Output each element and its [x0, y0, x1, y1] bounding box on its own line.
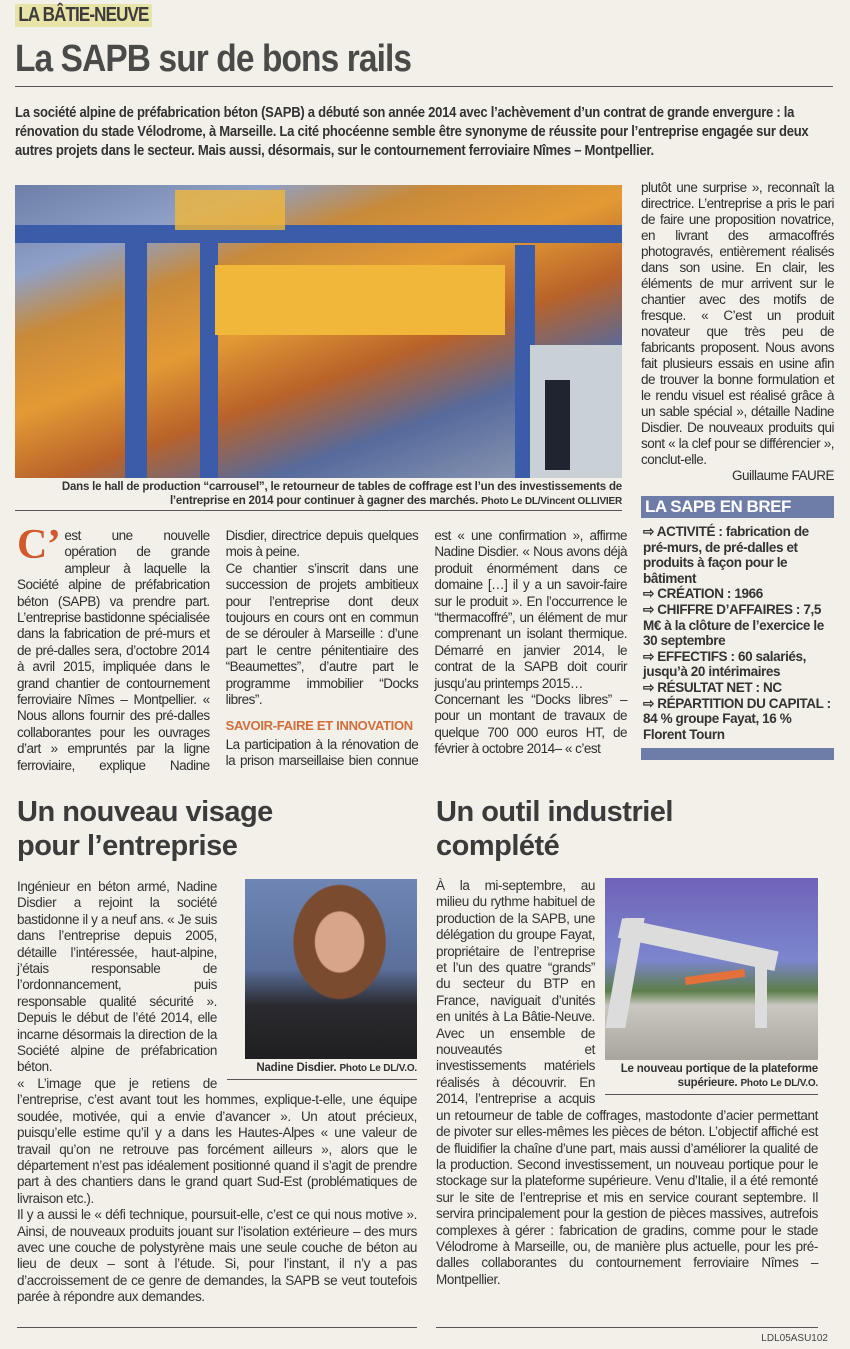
drop-cap: C’ — [17, 522, 61, 568]
gantry-caption — [605, 1062, 818, 1091]
photo-credit: Photo Le DL/V.O. — [740, 1078, 818, 1089]
main-photo-caption — [15, 480, 622, 509]
story2-title: Un nouveau visage pour l’entreprise — [17, 796, 273, 862]
main-photo — [15, 185, 622, 478]
photo-credit: Photo Le DL/V.O. — [339, 1063, 417, 1074]
divider — [17, 1327, 417, 1328]
arrow-icon: ⇨ — [643, 586, 658, 602]
section-kicker: LA BÂTIE-NEUVE — [15, 4, 152, 27]
brief-box-list — [641, 524, 834, 742]
brief-value: 84 % groupe Fayat, 16 % Florent Tourn — [643, 711, 792, 742]
divider — [436, 1327, 818, 1328]
portrait-photo — [245, 879, 417, 1059]
brief-value: 7,5 M€ à la clôture de l’exercice le 30 septembre — [643, 601, 824, 649]
right-column — [641, 180, 834, 760]
article-body-columns — [17, 522, 627, 774]
arrow-icon: ⇨ — [643, 601, 658, 617]
body-text-col1: est une nouvelle opération de grande ampleur à laquelle la Société alpine de préfabrication béton (SAPB) va prendre part. L’entreprise bastidonne spécialisée dans la fabrication de pré-murs et de pré-dalles sera, d’octobre 2014 à avril 2015, impliquée dans le grand chantier de contournement ferroviaire Nîmes – Montpellier. « Nous allons fournir des pré-dalles collaborantes pour les ouvrages d’art » empruntés par la ligne ferroviaire, explique Nadine Disdier, directrice depuis quelques mois à peine. — [17, 528, 419, 773]
gantry-figure — [605, 878, 818, 1095]
caption-text: Dans le hall de production “carrousel”, le retourneur de tables de coffrage est l’un des investissements de l’entreprise en 2014 pour continuer à gagner des marchés. — [61, 481, 622, 507]
body-text-continued: plutôt une surprise », reconnaît la directrice. L’entreprise a pris le pari de faire une proposition novatrice, en livrant des armacoffrés photogravés, entièrement réalisés dans son usine. En clair, les éléments de mur arrivent sur le chantier avec des motifs de fresque. « C’est un produit novateur que très peu de fabricants proposent. Nous avons fait plusieurs essais en usine afin de trouver la bonne formulation et le rendu visuel est réalisé grâce à un sable spécial », détaille Nadine Disdier. De nouveaux produits qui sont « la clef pour se différencier », conclut-elle. — [641, 180, 834, 467]
brief-value: NC — [763, 679, 782, 695]
brief-value: fabrication de pré-murs, de pré-dalles et produits à façon pour le bâtiment — [643, 524, 809, 586]
portrait-caption — [245, 1061, 417, 1076]
brief-label: CHIFFRE D’AFFAIRES : — [657, 601, 801, 617]
arrow-icon: ⇨ — [643, 648, 658, 664]
body-text: Ingénieur en béton armé, Nadine Disdier a rejoint la société bastidonne il y a neuf ans. « Je suis dans l’entreprise depuis 2005, détaille l’intéressée, haut-alpine, j’étais responsable de l’ordonnancement, puis responsable qualité sécurité ». Depuis le début de l’été 2014, elle incarne désormais la direction de la Société alpine de préfabrication béton. — [17, 879, 217, 1075]
story3-body — [436, 878, 818, 1288]
caption-text: Le nouveau portique de la plateforme supérieure. — [620, 1063, 818, 1089]
divider — [15, 86, 833, 87]
brief-label: RÉSULTAT NET : — [657, 679, 760, 695]
gantry-photo — [605, 878, 818, 1060]
arrow-icon: ⇨ — [643, 695, 658, 711]
brief-label: RÉPARTITION DU CAPITAL : — [657, 695, 831, 711]
body-text: « L’image que je retiens de l’entreprise, c’est avant tout les hommes, explique-t-elle, une équipe soudée, motivée, qui a envie d’avancer ». Un atout précieux, puisqu’elle estime qu’il y a dans les Hautes-Alpes « une valeur de travail qu’on ne retrouve pas forcément ailleurs », alors que le département n’est pas idéalement positionné quand il s’agit de prendre part à des chantiers dans le grand quart Sud-Est (problématiques de livraison etc.). — [17, 1075, 417, 1206]
lead-paragraph: La société alpine de préfabrication béton (SAPB) a débuté son année 2014 avec l’achèvement d’un contrat de grande envergure : la rénovation du stade Vélodrome, à Marseille. La cité phocéenne semble être synonyme de réussite pour l’entreprise engagée sur deux autres projets dans le secteur. Mais aussi, désormais, sur le contournement ferroviaire Nîmes – Montpellier. — [15, 105, 809, 159]
body-text: l’entreprise a acquis un retourneur de table de coffrages, mastodonte d’acier permettant de pivoter sur elles-mêmes les pièces de béton. L’objectif affiché est de fluidifier la chaîne d’une part, mais aussi d’améliorer la qualité de la production. Second investissement, un nouveau portique pour le stockage sur la plateforme supérieure. Venu d’Italie, il a été remonté sur le site de l’entreprise et mis en service courant septembre. Il servira principalement pour la gestion de pièces massives, autrefois complexes à gérer : fabrication de gradins, comme pour le stade Vélodrome à Marseille, ou, de manière plus actuelle, pour les pré-dalles collaborantes du contournement ferroviaire Nîmes – Montpellier. — [436, 1091, 818, 1287]
brief-item — [643, 696, 834, 743]
arrow-icon: ⇨ — [643, 679, 658, 695]
brief-value: 60 salariés, jusqu’à 20 intérimaires — [643, 648, 806, 680]
body-text: La participation à la rénovation de la prison marseillaise bien connue est « une confirmation », affirme Nadine Disdier. « Nous avons déjà produit énormément dans ce domaine […] il y a un savoir-faire sur le produit ». En l’occurrence le “thermacoffré”, un élément de mur comprenant un isolant thermique. Démarré en janvier 2014, le contrat de la SAPB doit courir jusqu’au printemps 2015… — [225, 528, 627, 769]
caption-text: Nadine Disdier. — [256, 1062, 337, 1074]
story3-title: Un outil industriel complété — [436, 796, 673, 862]
body-text: À la mi-septembre, au milieu du rythme habituel de production de la SAPB, une délégation du groupe Fayat, propriétaire de l’entreprise et l’un des quatre “grands” du secteur du BTP en France, naviguait d’unités en unités à La Bâtie-Neuve. Avec un ensemble de nouveautés et investissements matériels réalisés à découvrir. En 2014, — [436, 878, 595, 1107]
brief-item — [643, 649, 834, 680]
body-text: Il y a aussi le « défi technique, poursuit-elle, c’est ce qui nous motive ». Ainsi, de nouveaux produits jouant sur l’isolation extérieure – des murs avec une couche de polystyrène mais une seule couche de béton au lieu de deux – sont à l’étude. Si, pour l’instant, il n’y a pas d’accroissement de ce genre de demandes, la SAPB se veut toutefois parée à répondre aux demandes. — [17, 1207, 417, 1305]
brief-label: ACTIVITÉ : — [656, 524, 723, 539]
arrow-icon: ⇨ — [643, 524, 657, 539]
headline: La SAPB sur de bons rails — [15, 38, 412, 80]
brief-label: EFFECTIFS : — [657, 648, 735, 664]
brief-item — [643, 524, 834, 586]
brief-item — [643, 680, 834, 696]
subheading: SAVOIR-FAIRE ET INNOVATION — [225, 718, 413, 734]
brief-box-footer-bar — [641, 748, 834, 760]
brief-value: 1966 — [734, 586, 763, 602]
brief-box-title: LA SAPB EN BREF — [641, 496, 834, 518]
brief-item — [643, 586, 834, 602]
footer-code: LDL05ASU102 — [761, 1333, 828, 1344]
divider — [15, 510, 622, 511]
byline: Guillaume FAURE — [731, 468, 834, 483]
photo-credit: Photo Le DL/Vincent OLLIVIER — [481, 496, 622, 507]
body-text: Ce chantier s’inscrit dans une succession de projets ambitieux pour l’entreprise dont deux toujours en cours ont en commun de se dérouler à Marseille : d’une part le centre pénitentiaire des “Beaumettes”, d’autre part le programme immobilier “Docks libres”. — [225, 560, 419, 708]
story2-body — [17, 879, 417, 1306]
article-column-4 — [641, 180, 834, 484]
brief-item — [643, 602, 834, 649]
body-text: Concernant les “Docks libres” –pour un montant de travaux de quelque 700 000 euros HT, de février à octobre 2014– « c’est — [434, 692, 627, 757]
brief-label: CRÉATION : — [657, 586, 732, 602]
portrait-figure — [227, 879, 417, 1080]
